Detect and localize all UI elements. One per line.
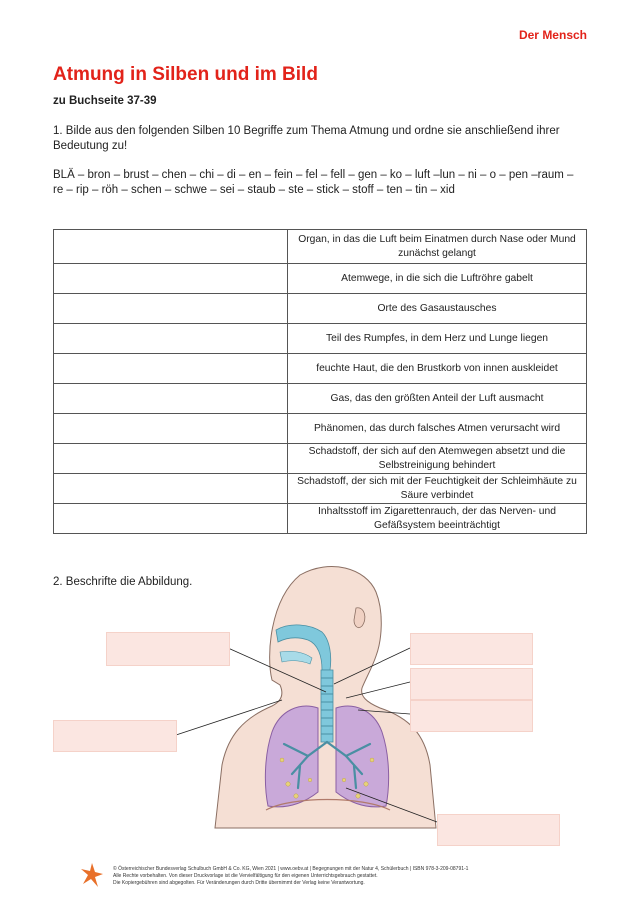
table-row <box>54 294 587 324</box>
table-row <box>54 384 587 414</box>
table-row <box>54 504 587 534</box>
answer-cell[interactable] <box>54 294 288 324</box>
answer-cell[interactable] <box>54 264 288 294</box>
task2-instruction: 2. Beschrifte die Abbildung. <box>53 576 193 588</box>
label-box-nose-throat[interactable] <box>106 632 230 666</box>
answer-cell[interactable] <box>54 414 288 444</box>
terms-table <box>53 229 587 534</box>
section-tag: Der Mensch <box>518 28 587 42</box>
footer-line-2: Alle Rechte vorbehalten. Von dieser Druckvorlage ist die Vervielfältigung für den eigenen Unterrichtsgebrauch gestattet. <box>113 873 378 879</box>
publisher-logo-icon <box>80 862 104 888</box>
syllable-line-2: re – rip – röh – schen – schwe – sei – staub – ste – stick – stoff – ten – tin – xid <box>53 184 455 196</box>
meaning-cell: Schadstoff, der sich mit der Feuchtigkeit der Schleimhäute zu Säure verbindet <box>288 474 587 504</box>
meaning-cell: feuchte Haut, die den Brustkorb von innen auskleidet <box>288 354 587 384</box>
answer-cell[interactable] <box>54 384 288 414</box>
syllable-line-1: BLÄ – bron – brust – chen – chi – di – en – fein – fel – fell – gen – ko – luft –lun – ni – o – pen –raum – <box>53 169 574 181</box>
meaning-cell: Schadstoff, der sich auf den Atemwegen absetzt und die Selbstreinigung behindert <box>288 444 587 474</box>
table-row <box>54 230 587 264</box>
meaning-cell: Gas, das den größten Anteil der Luft ausmacht <box>288 384 587 414</box>
answer-cell[interactable] <box>54 230 288 264</box>
meaning-cell: Phänomen, das durch falsches Atmen verursacht wird <box>288 414 587 444</box>
meaning-cell: Organ, in das die Luft beim Einatmen durch Nase oder Mund zunächst gelangt <box>288 230 587 264</box>
table-row <box>54 414 587 444</box>
label-box-right-2[interactable] <box>410 668 533 700</box>
table-row <box>54 264 587 294</box>
footer-line-3: Die Kopiergebühren sind abgegolten. Für Veränderungen durch Dritte übernimmt der Verlag keine Verantwortung. <box>113 880 365 886</box>
page-subtitle: zu Buchseite 37-39 <box>53 95 157 107</box>
label-box-right-3[interactable] <box>410 700 533 732</box>
trachea <box>321 670 333 742</box>
meaning-cell: Atemwege, in die sich die Luftröhre gabelt <box>288 264 587 294</box>
task1-instruction: 1. Bilde aus den folgenden Silben 10 Begriffe zum Thema Atmung und ordne sie anschließend ihrer Bedeutung zu! <box>53 125 560 152</box>
label-box-diaphragm[interactable] <box>437 814 560 846</box>
table-row <box>54 474 587 504</box>
table-row <box>54 354 587 384</box>
label-box-right-1[interactable] <box>410 633 533 665</box>
ear <box>354 608 365 628</box>
label-box-chest[interactable] <box>53 720 177 752</box>
meaning-cell: Inhaltsstoff im Zigarettenrauch, der das Nerven- und Gefäßsystem beeinträchtigt <box>288 504 587 534</box>
meaning-cell: Teil des Rumpfes, in dem Herz und Lunge liegen <box>288 324 587 354</box>
answer-cell[interactable] <box>54 504 288 534</box>
footer-copyright <box>113 866 583 887</box>
syllable-list <box>53 168 598 198</box>
meaning-cell: Orte des Gasaustausches <box>288 294 587 324</box>
page-title: Atmung in Silben und im Bild <box>53 64 318 85</box>
answer-cell[interactable] <box>54 474 288 504</box>
footer-line-1: © Österreichischer Bundesverlag Schulbuch GmbH & Co. KG, Wien 2021 | www.oebv.at | Begegnungen mit der Natur 4, Schülerbuch | ISBN 978-3-209-08791-1 <box>113 866 469 872</box>
table-row <box>54 324 587 354</box>
answer-cell[interactable] <box>54 354 288 384</box>
answer-cell[interactable] <box>54 444 288 474</box>
answer-cell[interactable] <box>54 324 288 354</box>
table-row <box>54 444 587 474</box>
